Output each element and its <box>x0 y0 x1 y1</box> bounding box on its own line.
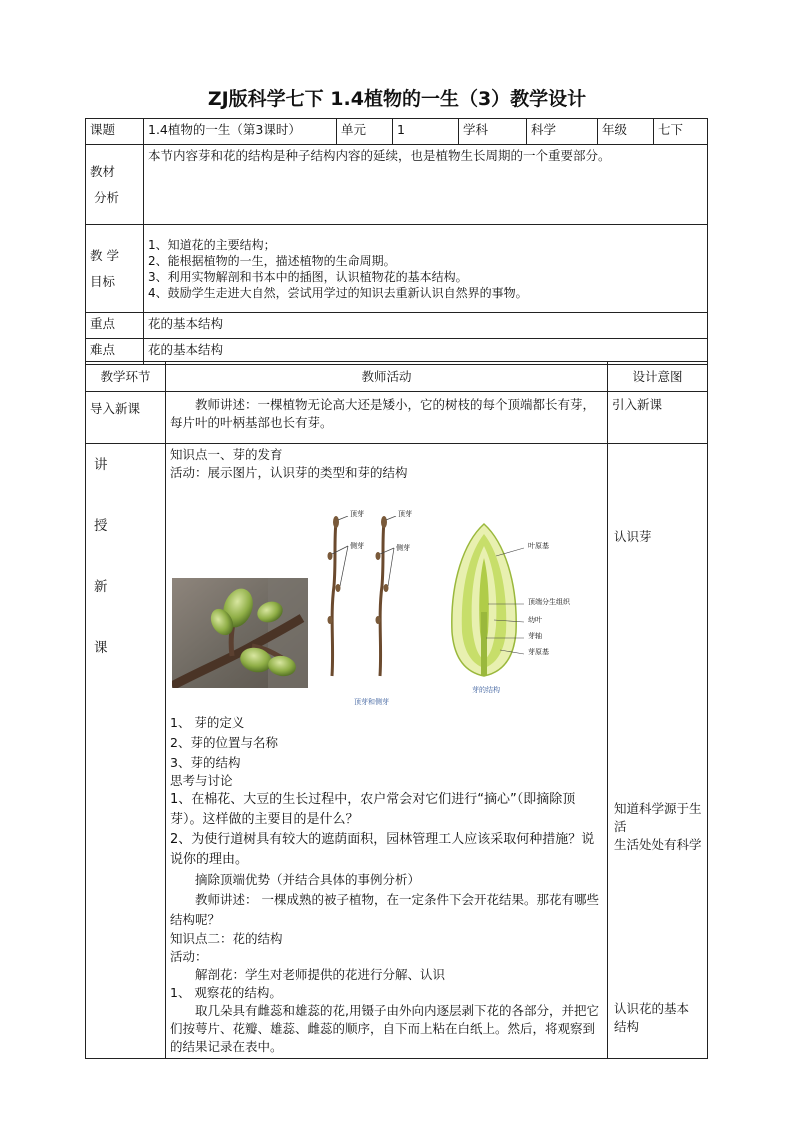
header-intent: 设计意图 <box>608 362 708 392</box>
analysis-text: 本节内容芽和花的结构是种子结构内容的延续，也是植物生长周期的一个重要部分。 <box>144 145 708 225</box>
grade-value: 七下 <box>654 119 708 145</box>
dissect-text: 解剖花：学生对老师提供的花进行分解、认识 <box>195 967 446 982</box>
kp1-activity: 活动：展示图片，认识芽的类型和芽的结构 <box>170 465 408 480</box>
analysis-label-line2: 分析 <box>94 189 120 205</box>
course-info-table <box>85 118 708 365</box>
analysis-label-line1: 教材 <box>90 163 116 179</box>
twig-diagram <box>318 516 428 696</box>
caption-bud-structure: 芽的结构 <box>472 686 500 694</box>
bud-figures <box>170 482 603 714</box>
goal-item: 4、鼓励学生走进大自然，尝试用学过的知识去重新认识自然界的事物。 <box>148 285 528 300</box>
difficulty-text: 花的基本结构 <box>144 339 708 365</box>
label-bud-axis: 芽轴 <box>528 632 542 640</box>
intent-recognize-bud: 认识芽 <box>614 529 652 544</box>
bud-photo <box>172 578 308 688</box>
new-lesson-intent <box>608 444 708 1059</box>
new-lesson-stage <box>86 444 166 1059</box>
key-text: 花的基本结构 <box>144 313 708 339</box>
unit-value: 1 <box>393 119 459 145</box>
goal-label-line1: 教 学 <box>90 247 119 263</box>
item-definition: 1、 芽的定义 <box>170 715 245 730</box>
label-side-bud-1: 侧芽 <box>350 542 364 550</box>
goal-item: 3、利用实物解剖和书本中的插图，认识植物花的基本结构。 <box>148 269 468 284</box>
goal-item: 1、知道花的主要结构； <box>148 237 276 252</box>
bud-structure-diagram <box>444 522 524 682</box>
intro-text: 教师讲述：一棵植物无论高大还是矮小，它的树枝的每个顶端都长有芽，每片叶的叶柄基部也长有芽。 <box>166 392 608 444</box>
answer: 摘除顶端优势（并结合具体的事例分析） <box>195 872 421 887</box>
analysis-label <box>86 145 144 225</box>
goal-item: 2、能根据植物的一生，描述植物的生命周期。 <box>148 253 396 268</box>
course-value: 1.4植物的一生（第3课时） <box>144 119 337 145</box>
label-young-leaf: 幼叶 <box>528 616 542 624</box>
label-leaf-primordium: 叶原基 <box>528 542 549 550</box>
difficulty-label: 难点 <box>86 339 144 365</box>
intent-flower-structure: 认识花的基本结构 <box>614 1001 690 1034</box>
kp1-title: 知识点一、芽的发育 <box>170 447 283 462</box>
label-apical-meristem: 顶端分生组织 <box>528 598 570 606</box>
label-top-bud-1: 顶芽 <box>350 510 364 518</box>
label-bud-primordium: 芽原基 <box>528 648 549 656</box>
observe-detail: 取几朵具有雌蕊和雄蕊的花,用镊子由外向内逐层剥下花的各部分，并把它们按萼片、花瓣、雄蕊、雌蕊的顺序，自下而上粘在白纸上。然后，将观察到的结果记录在表中。 <box>170 1003 599 1054</box>
question-2: 2、为使行道树具有较大的遮荫面积，园林管理工人应该采取何种措施？说说你的理由。 <box>170 832 595 867</box>
unit-label: 单元 <box>337 119 393 145</box>
stage-char: 新 <box>94 579 108 595</box>
item-position: 2、芽的位置与名称 <box>170 735 278 750</box>
key-label: 重点 <box>86 313 144 339</box>
stage-char: 授 <box>94 518 108 534</box>
observe-title: 1、 观察花的结构。 <box>170 985 282 1000</box>
label-side-bud-2: 侧芽 <box>396 544 410 552</box>
question-1: 1、在棉花、大豆的生长过程中，农户常会对它们进行“摘心”（即摘除顶芽）。这样做的主要目的是什么？ <box>170 792 576 827</box>
stage-char: 讲 <box>94 457 108 473</box>
header-activity: 教师活动 <box>166 362 608 392</box>
label-top-bud-2: 顶芽 <box>398 510 412 518</box>
header-stage: 教学环节 <box>86 362 166 392</box>
goals-list <box>144 225 708 313</box>
goal-label <box>86 225 144 313</box>
intent-science-life: 知道科学源于生活 生活处处有科学 <box>614 801 702 852</box>
course-label: 课题 <box>86 119 144 145</box>
goal-label-line2: 目标 <box>90 273 116 289</box>
subject-label: 学科 <box>459 119 527 145</box>
subject-value: 科学 <box>527 119 598 145</box>
stage-char: 课 <box>94 640 108 656</box>
teacher-talk-2: 教师讲述： 一棵成熟的被子植物，在一定条件下会开花结果。那花有哪些结构呢？ <box>170 892 599 927</box>
kp2-title: 知识点二：花的结构 <box>170 931 283 946</box>
kp2-activity: 活动： <box>170 949 208 964</box>
lesson-plan-table <box>85 361 708 1059</box>
page-title: ZJ版科学七下 1.4植物的一生（3）教学设计 <box>207 88 587 110</box>
intro-stage: 导入新课 <box>86 392 166 444</box>
intro-intent: 引入新课 <box>608 392 708 444</box>
new-lesson-activity <box>166 444 608 1059</box>
item-structure: 3、芽的结构 <box>170 755 241 770</box>
discuss-title: 思考与讨论 <box>170 773 233 788</box>
caption-top-side-bud: 顶芽和侧芽 <box>354 698 389 706</box>
grade-label: 年级 <box>598 119 654 145</box>
